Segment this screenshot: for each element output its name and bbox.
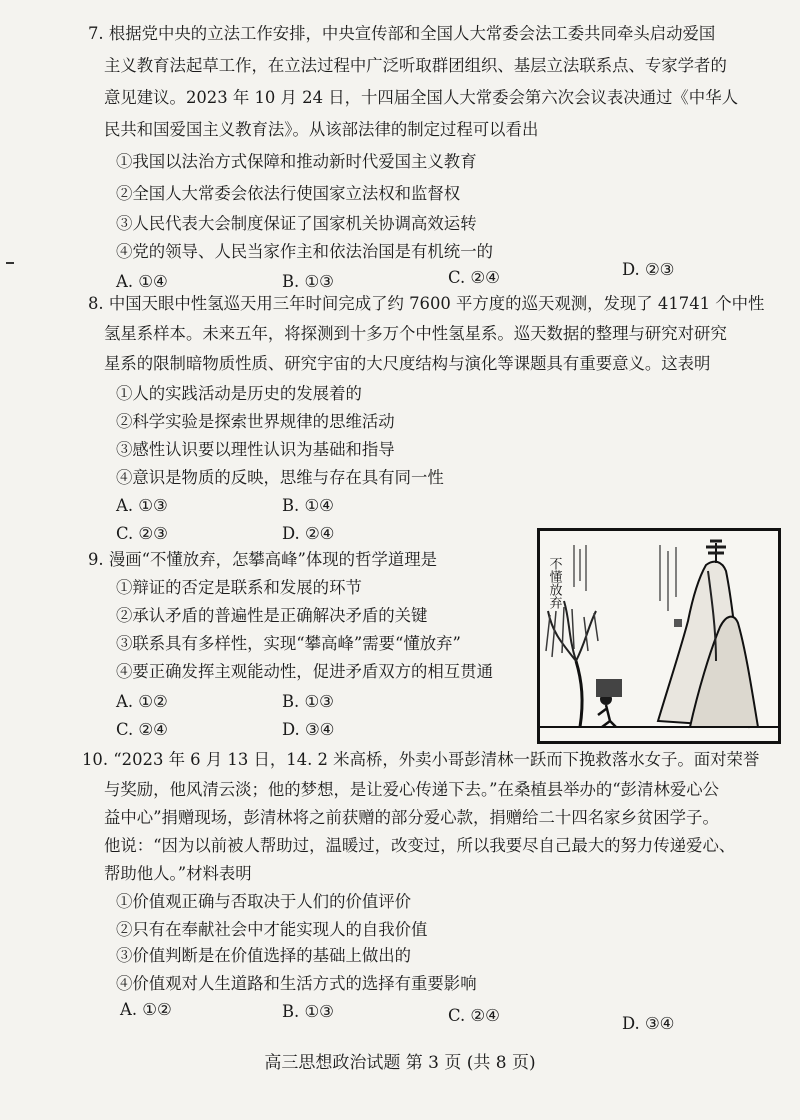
question-10-choice-b[interactable]: B. ①③ — [282, 1002, 334, 1021]
question-8-stem-line: 8. 中国天眼中性氢巡天用三年时间完成了约 7600 平方度的巡天观测，发现了 41741 个中性 — [88, 294, 765, 313]
calligraphy-strokes — [574, 545, 676, 611]
question-10-stem-line: 帮助他人。”材料表明 — [104, 864, 252, 883]
willow-trunk — [576, 661, 582, 727]
climber-body — [598, 705, 616, 727]
question-9-choice-d[interactable]: D. ③④ — [282, 720, 335, 739]
question-10-stem-line: 与奖励，他风清云淡；他的梦想，是让爱心传递下去。”在桑植县举办的“彭清林爱心公 — [104, 780, 720, 799]
seal-stamp — [674, 619, 682, 627]
question-10-stem-line: 益中心”捐赠现场，彭清林将之前获赠的部分爱心款，捐赠给二十四名家乡贫困学子。 — [104, 808, 719, 827]
question-9-choice-a[interactable]: A. ①② — [116, 692, 168, 711]
question-10-choice-d[interactable]: D. ③④ — [622, 1014, 675, 1033]
question-10-option: ③价值判断是在价值选择的基础上做出的 — [116, 946, 412, 965]
question-8-choice-d[interactable]: D. ②④ — [282, 524, 335, 543]
question-9-option: ③联系具有多样性，实现“攀高峰”需要“懂放弃” — [116, 634, 461, 653]
cartoon-drawing — [540, 531, 778, 741]
question-8-choice-a[interactable]: A. ①③ — [116, 496, 168, 515]
question-7-stem-line: 意见建议。2023 年 10 月 24 日，十四届全国人大常委会第六次会议表决通过《中华人 — [104, 88, 738, 107]
question-7-option: ④党的领导、人民当家作主和依法治国是有机统一的 — [116, 242, 493, 261]
cartoon-image — [537, 528, 781, 744]
question-8-stem-line: 星系的限制暗物质性质、研究宇宙的大尺度结构与演化等课题具有重要意义。这表明 — [104, 354, 711, 373]
question-8-option: ③感性认识要以理性认识为基础和指导 — [116, 440, 395, 459]
question-10-stem-line: 10. “2023 年 6 月 13 日，14. 2 米高桥，外卖小哥彭清林一跃而下挽救落水女子。面对荣誉 — [82, 750, 760, 769]
question-7-stem-line: 主义教育法起草工作，在立法过程中广泛听取群团组织、基层立法联系点、专家学者的 — [104, 56, 727, 75]
question-10-option: ①价值观正确与否取决于人们的价值评价 — [116, 892, 412, 911]
cartoon-title-text: 不懂放弃 — [546, 557, 562, 609]
climber-load — [596, 679, 622, 697]
question-8-option: ①人的实践活动是历史的发展着的 — [116, 384, 362, 403]
question-10-stem-line: 他说：“因为以前被人帮助过，温暖过，改变过，所以我要尽自己最大的努力传递爱心、 — [104, 836, 736, 855]
question-7-stem-line: 民共和国爱国主义教育法》。从该部法律的制定过程可以看出 — [104, 120, 539, 139]
question-7-choice-c[interactable]: C. ②④ — [448, 268, 500, 287]
question-10-choice-a[interactable]: A. ①② — [120, 1000, 172, 1019]
question-9-stem-line: 9. 漫画“不懂放弃，怎攀高峰”体现的哲学道理是 — [88, 550, 438, 569]
scan-mark — [6, 262, 14, 264]
question-10-option: ②只有在奉献社会中才能实现人的自我价值 — [116, 920, 428, 939]
question-8-option: ②科学实验是探索世界规律的思维活动 — [116, 412, 395, 431]
page-footer: 高三思想政治试题 第 3 页 (共 8 页) — [264, 1053, 536, 1073]
question-9-choice-b[interactable]: B. ①③ — [282, 692, 334, 711]
question-10-option: ④价值观对人生道路和生活方式的选择有重要影响 — [116, 974, 477, 993]
question-7-option: ③人民代表大会制度保证了国家机关协调高效运转 — [116, 214, 477, 233]
question-7-choice-a[interactable]: A. ①④ — [116, 272, 168, 291]
question-8-choice-b[interactable]: B. ①④ — [282, 496, 334, 515]
question-7-choice-b[interactable]: B. ①③ — [282, 272, 334, 291]
question-8-option: ④意识是物质的反映，思维与存在具有同一性 — [116, 468, 444, 487]
question-7-option: ②全国人大常委会依法行使国家立法权和监督权 — [116, 184, 461, 203]
question-9-choice-c[interactable]: C. ②④ — [116, 720, 168, 739]
question-10-choice-c[interactable]: C. ②④ — [448, 1006, 500, 1025]
question-7-stem-line: 7. 根据党中央的立法工作安排，中央宣传部和全国人大常委会法工委共同牵头启动爱国 — [88, 24, 716, 43]
question-9-option: ④要正确发挥主观能动性，促进矛盾双方的相互贯通 — [116, 662, 493, 681]
question-7-option: ①我国以法治方式保障和推动新时代爱国主义教育 — [116, 152, 477, 171]
question-7-choice-d[interactable]: D. ②③ — [622, 260, 675, 279]
question-8-choice-c[interactable]: C. ②③ — [116, 524, 168, 543]
question-9-option: ②承认矛盾的普遍性是正确解决矛盾的关键 — [116, 606, 428, 625]
question-8-stem-line: 氢星系样本。未来五年，将探测到十多万个中性氢星系。巡天数据的整理与研究对研究 — [104, 324, 727, 343]
question-9-option: ①辩证的否定是联系和发展的环节 — [116, 578, 362, 597]
